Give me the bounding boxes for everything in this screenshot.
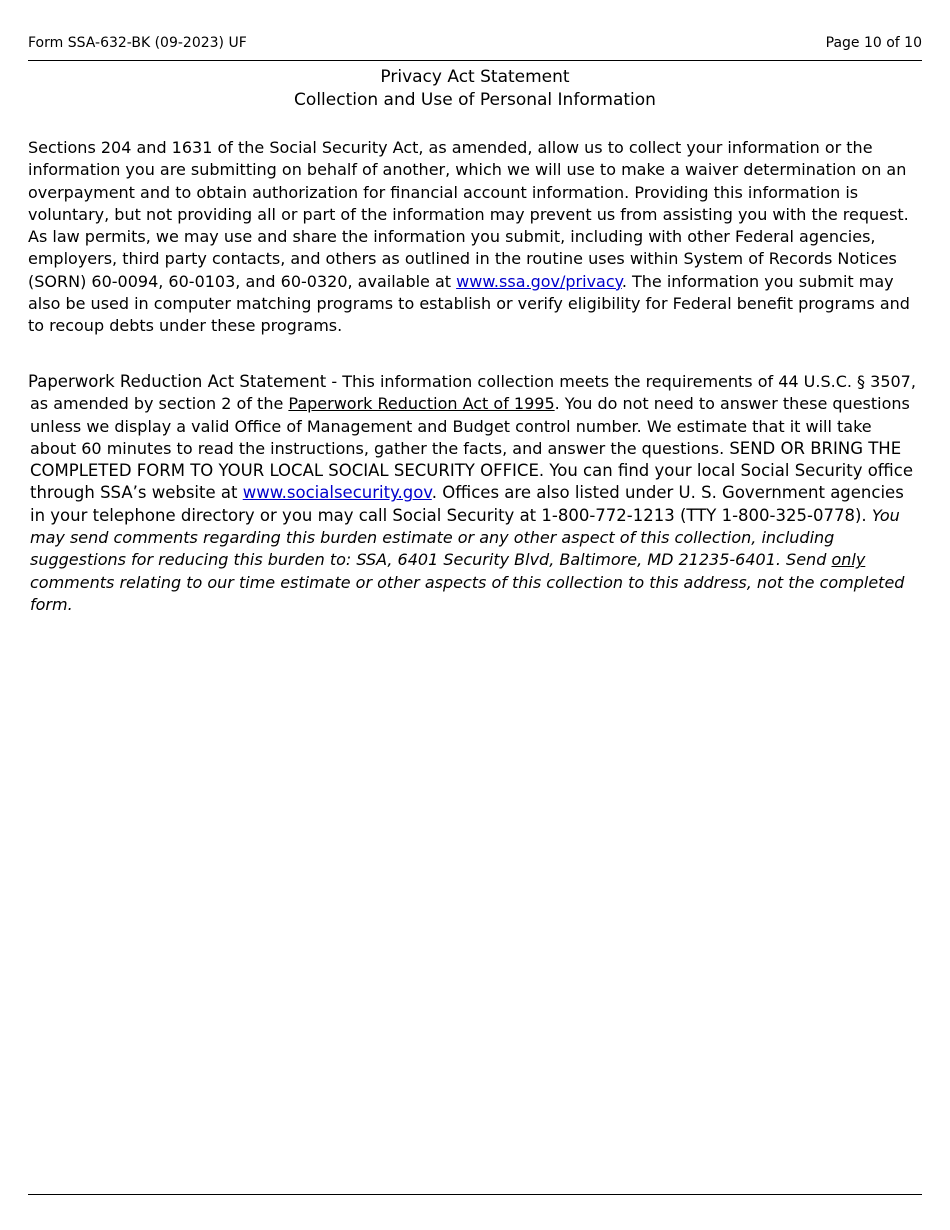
pra-comments-italic-part1: You may send comments regarding this burden estimate or any other aspect of this collection, including suggestions for reducing this burden to: SSA, 6401 Security Blvd, Baltimore, MD 21235-6401. Send [30,505,900,570]
privacy-act-paragraph [28,137,920,338]
privacy-act-title: Privacy Act Statement [380,67,570,87]
footer-divider [28,1194,922,1195]
page-number: Page 10 of 10 [825,35,922,51]
pra-act-name: Paperwork Reduction Act of 1995 [288,394,555,414]
pra-text-part1: - This information collection meets the requirements of 44 U.S.C. § 3507, as amended by section 2 of the [30,372,916,414]
socialsecurity-link[interactable]: www.socialsecurity.gov [242,483,432,503]
privacy-act-subtitle: Collection and Use of Personal Information [294,90,656,110]
privacy-text-part1: Sections 204 and 1631 of the Social Security Act, as amended, allow us to collect your information or the information you are submitting on behalf of another, which we will use to make a waiver determination on an overpayment and to obtain authorization for financial account information. Providing this information is voluntary, but not providing all or part of the information may prevent us from assisting you with the request. As law permits, we may use and share the information you submit, including with other Federal agencies, employers, third party contacts, and others as outlined in the routine uses within System of Records Notices (SORN) 60-0094, 60-0103, and 60-0320, available at [28,138,909,291]
pra-only-emphasis: only [831,550,866,570]
paperwork-reduction-act-paragraph [30,371,918,616]
form-identifier: Form SSA-632-BK (09-2023) UF [28,35,247,51]
privacy-act-title-block [28,66,922,112]
page-header [28,34,922,61]
privacy-text-part2: . The information you submit may also be used in computer matching programs to establish or verify eligibility for Federal benefit programs and to recoup debts under these programs. [28,271,910,336]
pra-send-instruction: SEND OR BRING THE COMPLETED FORM TO YOUR LOCAL SOCIAL SECURITY OFFICE. [30,438,902,481]
pra-text-part3: You can find your local Social Security office through SSA’s website at [30,461,913,503]
pra-text-part2: . You do not need to answer these questions unless we display a valid Office of Management and Budget control number. We estimate that it will take about 60 minutes to read the instructions, gather the facts, and answer the questions. [30,394,910,458]
pra-label: Paperwork Reduction Act Statement [28,372,327,391]
privacy-link[interactable]: www.ssa.gov/privacy [456,271,622,291]
pra-comments-italic-part2: comments relating to our time estimate or other aspects of this collection to this address, not the completed form. [30,572,905,614]
pra-text-part4: . Offices are also listed under U. S. Government agencies in your telephone directory or you may call Social Security at 1-800-772-1213 (TTY 1-800-325-0778). [30,483,904,525]
